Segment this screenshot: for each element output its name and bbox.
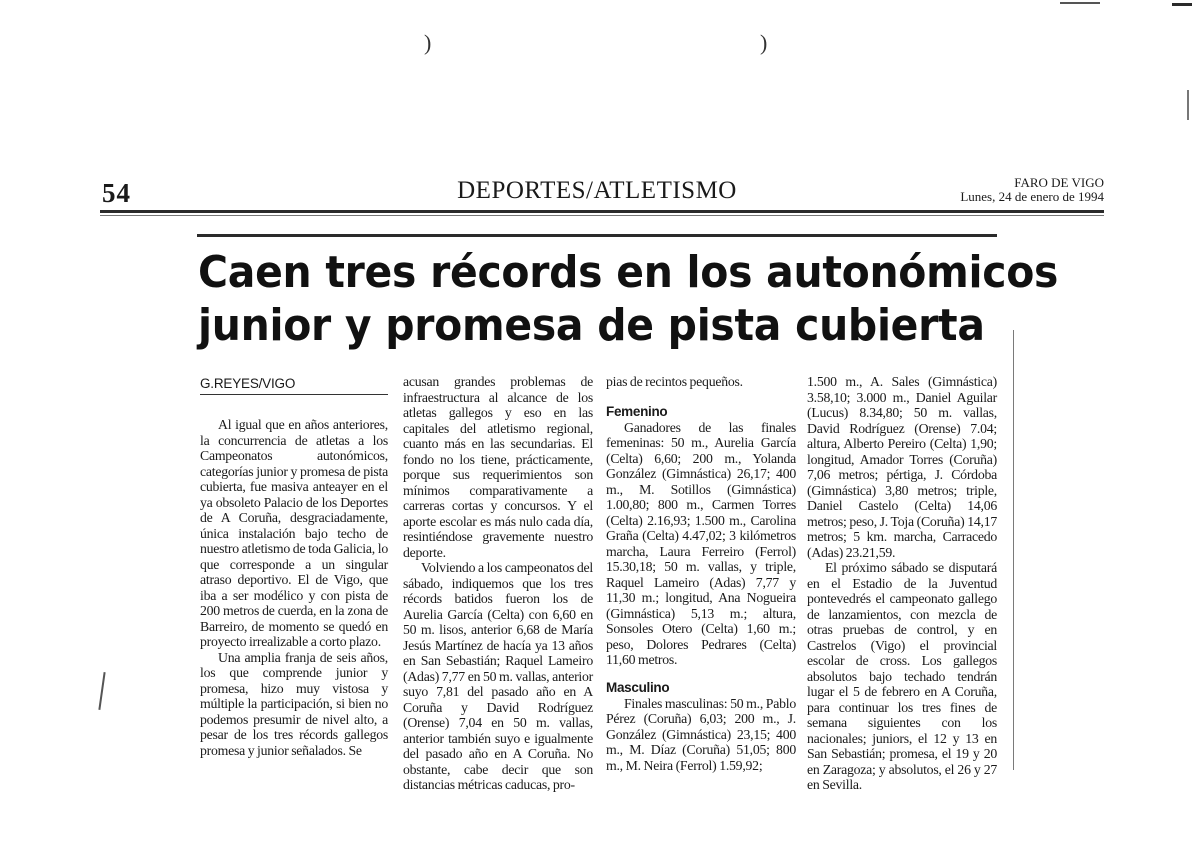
section-title-text: DEPORTES/ATLETISMO bbox=[457, 177, 737, 204]
headline-line-1: Caen tres récords en los autonómicos bbox=[198, 247, 1059, 298]
byline: G.REYES/VIGO bbox=[200, 376, 296, 391]
column-divider bbox=[1013, 330, 1014, 770]
paragraph: acusan grandes problemas de infraestructura al alcance de los atletas gallegos y eso en las capitales del atletismo regional, cuanto más en las secundarias. El fondo no los tiene, prácticamente, porque sus requerimientos son mínimos comparativamente a carreras cortas y concursos. Y el aporte escolar es más nulo cada día, resintiéndose gravemente nuestro deporte. bbox=[403, 374, 593, 560]
paragraph: Al igual que en años anteriores, la concurrencia de atletas a los Campeonatos autonómicos, categorías junior y promesa de pista cubierta, fue masiva anteayer en el ya obsoleto Palacio de los Deportes de A Coruña, desgraciadamente, única instalación bajo techo de nuestro atletismo de toda Galicia, lo que corresponde a un singular atraso deportivo. El de Vigo, que iba a ser modélico y con pista de 200 metros de cuerda, en la zona de Barreiro, de momento se quedó en proyecto irrealizable a corto plazo. bbox=[200, 417, 388, 649]
header-rule bbox=[100, 210, 1104, 213]
paragraph: Una amplia franja de seis años, los que comprende junior y promesa, hizo muy vistosa y múltiple la participación, si bien no podemos presumir de nivel alto, a pesar de los tres récords gallegos promesa y junior señalados. Se bbox=[200, 649, 388, 758]
scan-mark bbox=[98, 672, 105, 710]
publication-date: Lunes, 24 de enero de 1994 bbox=[960, 189, 1104, 204]
scan-mark bbox=[1172, 3, 1192, 6]
article-column-4 bbox=[807, 374, 997, 793]
header-rule-thin bbox=[100, 215, 1104, 216]
publication-name: FARO DE VIGO bbox=[1014, 175, 1104, 190]
paragraph: Finales masculinas: 50 m., Pablo Pérez (Coruña) 6,03; 200 m., J. González (Gimnástica) 23,15; 400 m., M. Díaz (Coruña) 51,05; 800 m., M. Neira (Ferrol) 1.59,92; bbox=[606, 695, 796, 773]
article-column-2 bbox=[403, 374, 593, 793]
subheading-femenino: Femenino bbox=[606, 403, 668, 419]
paragraph: pias de recintos pequeños. bbox=[606, 374, 743, 389]
page-number: 54 bbox=[102, 178, 131, 208]
byline-rule bbox=[200, 394, 388, 395]
headline-rule bbox=[197, 234, 997, 237]
headline-line-2: junior y promesa de pista cubierta bbox=[198, 300, 985, 351]
paragraph: El próximo sábado se disputará en el Estadio de la Juventud pontevedrés el campeonato gallego de lanzamientos, con mezcla de otras pruebas de control, y en Castrelos (Vigo) el provincial escolar de cross. Los gallegos absolutos bajo techado tendrán lugar el 5 de febrero en A Coruña, para continuar los tres fines de semana siguientes con los nacionales; juniors, el 12 y 13 en San Sebastián; promesa, el 19 y 20 en Zaragoza; y absolutos, el 26 y 27 en Sevilla. bbox=[807, 560, 997, 792]
article-column-1 bbox=[200, 417, 388, 758]
article-column-3 bbox=[606, 374, 796, 773]
scan-mark bbox=[1060, 2, 1100, 4]
publication-info bbox=[960, 176, 1104, 204]
scan-mark bbox=[1187, 90, 1189, 120]
scan-mark: ) bbox=[760, 30, 768, 55]
headline bbox=[198, 246, 1059, 352]
paragraph: Volviendo a los campeonatos del sábado, indiquemos que los tres récords batidos fueron los de Aurelia García (Celta) con 6,60 en 50 m. lisos, anterior 6,68 de María Jesús Martínez de hacía ya 13 años en San Sebastián; Raquel Lameiro (Adas) 7,77 en 50 m. vallas, anterior suyo 7,81 del pasado año en A Coruña y David Rodríguez (Orense) 7,04 en 50 m. vallas, anterior también suyo e igualmente del pasado año en A Coruña. No obstante, cabe decir que son distancias métricas caducas, pro- bbox=[403, 560, 593, 792]
scan-mark: ) bbox=[424, 30, 432, 55]
subheading-masculino: Masculino bbox=[606, 679, 670, 695]
paragraph: Ganadores de las finales femeninas: 50 m., Aurelia García (Celta) 6,60; 200 m., Yolanda González (Gimnástica) 26,17; 400 m., M. Sotillos (Gimnástica) 1.00,80; 800 m., Carmen Torres (Celta) 2.16,93; 1.500 m., Carolina Graña (Celta) 4.47,02; 3 kilómetros marcha, Laura Ferreiro (Ferrol) 15.30,18; 50 m. vallas, y triple, Raquel Lameiro (Adas) 7,77 y 11,30 m.; longitud, Ana Nogueira (Gimnástica) 5,13 m.; altura, Sonsoles Otero (Celta) 1,60 m.; peso, Dolores Pedrares (Celta) 11,60 metros. bbox=[606, 419, 796, 667]
paragraph: 1.500 m., A. Sales (Gimnástica) 3.58,10; 3.000 m., Daniel Aguilar (Lucus) 8.34,80; 50 m. vallas, David Rodríguez (Orense) 7.04; altura, Alberto Pereiro (Celta) 1,90; longitud, Amador Torres (Coruña) 7,06 metros; pértiga, J. Córdoba (Gimnástica) 3,80 metros; triple, Daniel Castelo (Celta) 14,06 metros; peso, J. Toja (Coruña) 14,17 metros; 5 km. marcha, Carracedo (Adas) 23.21,59. bbox=[807, 374, 997, 560]
